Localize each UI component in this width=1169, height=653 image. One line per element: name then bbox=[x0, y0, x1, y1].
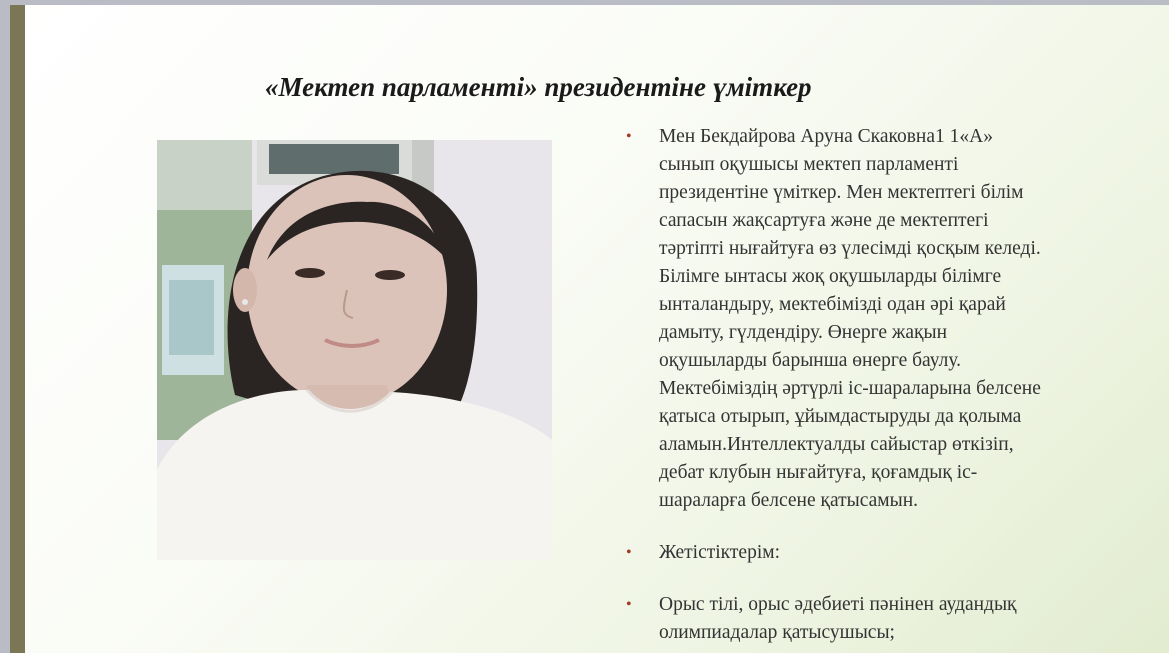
bullet-marker: • bbox=[626, 128, 632, 145]
accent-bar bbox=[10, 5, 25, 653]
bullet-list bbox=[622, 123, 1122, 653]
bullet-marker: • bbox=[626, 544, 632, 561]
bullet-item-intro bbox=[622, 123, 1122, 515]
portrait-image bbox=[157, 140, 552, 560]
bullet-text: Орыс тілі, орыс әдебиеті пәнінен аудандық олимпиадалар қатысушысы; bbox=[659, 594, 1017, 643]
bullet-text: Мен Бекдайрова Аруна Скаковна1 1«А» сынып оқушысы мектеп парламенті президентіне үміткер. Мен мектептегі білім сапасын жақсартуға және де мектептегі тәртіпті нығайтуға өз үлесімді қосқым келеді. Білімге ынтасы жоқ оқушыларды білімге ынталандыру, мектебімізді одан әрі қарай дамыту, гүлдендіру. Өнерге жақын оқушыларды барынша өнерге баулу. Мектебіміздің әртүрлі іс-шараларына белсене қатыса отырып, ұйымдастыруды да қолыма аламын.Интеллектуалды сайыстар өткізіп, дебат клубын нығайтуға, қоғамдық іс- шараларға белсене қатысамын. bbox=[659, 126, 1041, 511]
slide-title: «Мектеп парламенті» президентіне үміткер bbox=[265, 72, 812, 102]
bullet-text: Жетістіктерім: bbox=[659, 542, 780, 563]
slide bbox=[10, 5, 1169, 653]
bullet-item-achievements bbox=[622, 539, 1122, 567]
bullet-marker: • bbox=[626, 596, 632, 613]
bullet-item-olympiad bbox=[622, 591, 1122, 647]
portrait-photo bbox=[157, 140, 552, 560]
